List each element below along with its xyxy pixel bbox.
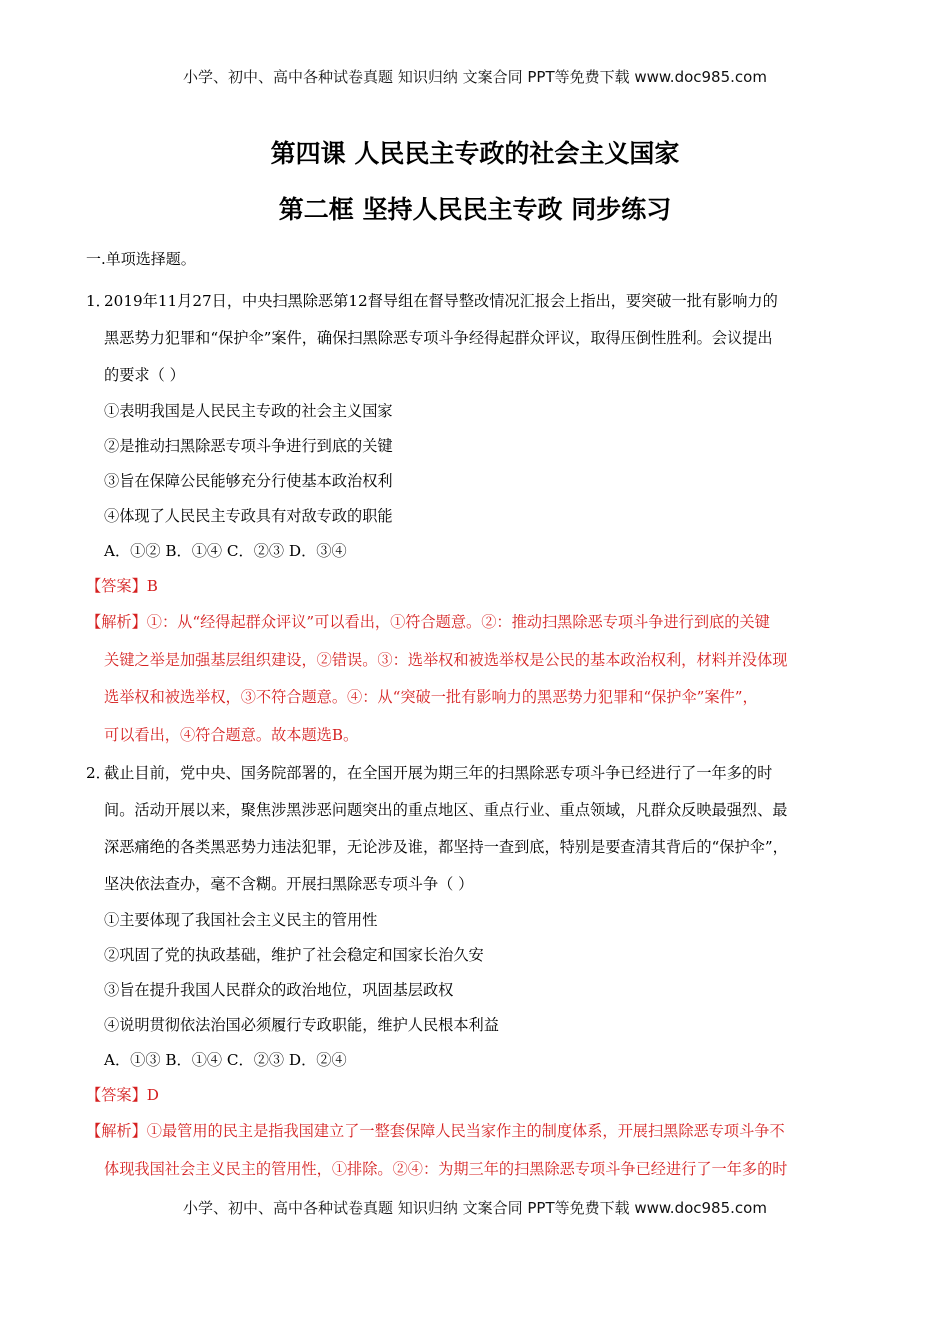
- statement-item: ④说明贯彻依法治国必须履行专政职能，维护人民根本利益: [104, 1016, 499, 1034]
- answer-options: A．①② B．①④ C．②③ D．③④: [104, 542, 347, 560]
- answer-label: 【答案】B: [86, 577, 158, 595]
- analysis-line: 关键之举是加强基层组织建设，②错误。③：选举权和被选举权是公民的基本政治权利，材料并没体现: [104, 650, 788, 669]
- stem-line: 黑恶势力犯罪和“保护伞”案件，确保扫黑除恶专项斗争经得起群众评议，取得压倒性胜利。会议提出: [104, 329, 773, 347]
- question-type-heading: 一.单项选择题。: [86, 250, 196, 268]
- statement-item: ①表明我国是人民民主专政的社会主义国家: [104, 402, 393, 420]
- header-banner: 小学、初中、高中各种试卷真题 知识归纳 文案合同 PPT等免费下载 www.doc985.com: [183, 68, 767, 86]
- question-stem: [86, 755, 876, 903]
- analysis-block: [86, 1113, 876, 1188]
- statement-item: ③旨在保障公民能够充分行使基本政治权利: [104, 472, 393, 490]
- answer-options: A．①③ B．①④ C．②③ D．②④: [104, 1051, 347, 1069]
- footer-banner: 小学、初中、高中各种试卷真题 知识归纳 文案合同 PPT等免费下载 www.doc985.com: [183, 1199, 767, 1217]
- lesson-title: 第四课 人民民主专政的社会主义国家: [270, 139, 680, 168]
- analysis-block: [86, 604, 876, 754]
- section-title: 第二框 坚持人民民主专政 同步练习: [278, 195, 672, 224]
- statement-item: ②巩固了党的执政基础，维护了社会稳定和国家长治久安: [104, 946, 484, 964]
- statement-item: ②是推动扫黑除恶专项斗争进行到底的关键: [104, 437, 393, 455]
- analysis-line: 体现我国社会主义民主的管用性，①排除。②④：为期三年的扫黑除恶专项斗争已经进行了一年多的时: [104, 1159, 788, 1178]
- question-1: [86, 283, 876, 754]
- analysis-line: 【解析】①：从“经得起群众评议”可以看出，①符合题意。②：推动扫黑除恶专项斗争进行到底的关键: [86, 613, 770, 631]
- stem-line: 间。活动开展以来，聚焦涉黑涉恶问题突出的重点地区、重点行业、重点领域，凡群众反映最强烈、最: [104, 801, 788, 819]
- stem-line: 深恶痛绝的各类黑恶势力违法犯罪，无论涉及谁，都坚持一查到底，特别是要查清其背后的“保护伞”，: [104, 838, 788, 856]
- analysis-line: 可以看出，④符合题意。故本题选B。: [104, 725, 359, 744]
- question-number: 1．: [86, 292, 111, 310]
- stem-line: 坚决依法查办，毫不含糊。开展扫黑除恶专项斗争（ ）: [104, 875, 474, 893]
- statement-item: ③旨在提升我国人民群众的政治地位，巩固基层政权: [104, 981, 454, 999]
- stem-line: 的要求（ ）: [104, 366, 185, 384]
- statement-item: ①主要体现了我国社会主义民主的管用性: [104, 911, 378, 929]
- answer-label: 【答案】D: [86, 1086, 159, 1104]
- statement-item: ④体现了人民民主专政具有对敌专政的职能: [104, 507, 393, 525]
- stem-line: 2019年11月27日，中央扫黑除恶第12督导组在督导整改情况汇报会上指出，要突破一批有影响力的: [104, 292, 778, 310]
- analysis-line: 选举权和被选举权，③不符合题意。④：从“突破一批有影响力的黑恶势力犯罪和“保护伞”案件”，: [104, 688, 758, 706]
- analysis-line: 【解析】①最管用的民主是指我国建立了一整套保障人民当家作主的制度体系，开展扫黑除恶专项斗争不: [86, 1122, 785, 1140]
- question-2: [86, 755, 876, 1188]
- stem-line: 截止目前，党中央、国务院部署的，在全国开展为期三年的扫黑除恶专项斗争已经进行了一年多的时: [104, 764, 773, 782]
- question-number: 2．: [86, 764, 111, 782]
- question-stem: [86, 283, 876, 394]
